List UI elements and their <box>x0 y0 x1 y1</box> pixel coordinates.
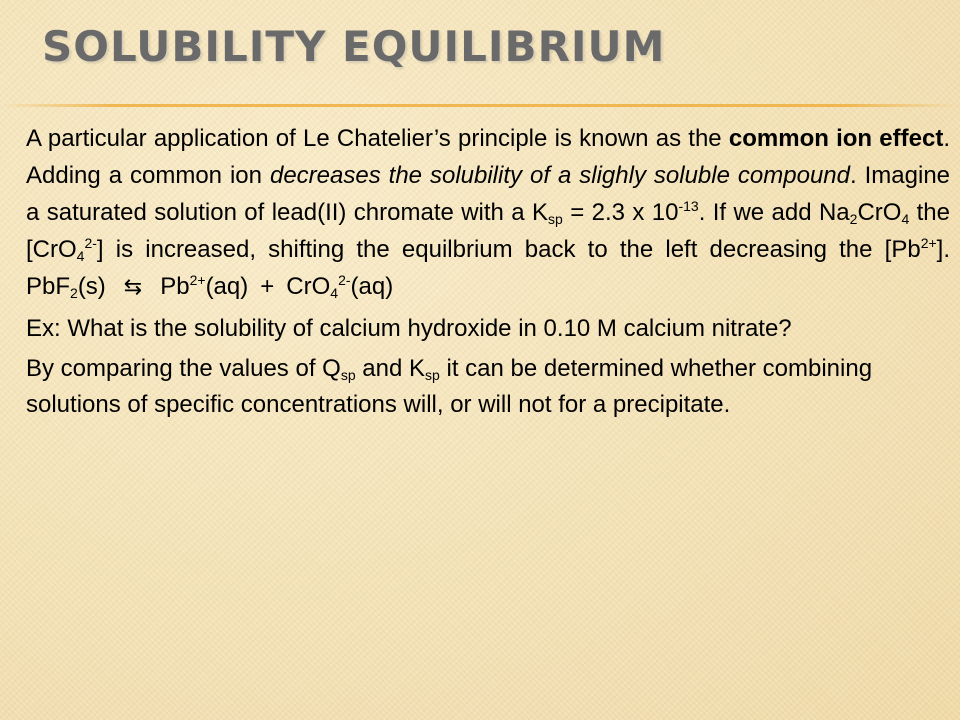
emphasis-decreases-solubility: decreases the solubility of a slighly soluble compound <box>269 162 850 189</box>
paragraph-example-question: Ex: What is the solubility of calcium hydroxide in 0.10 M calcium nitrate? <box>26 315 792 342</box>
plus-sign: + <box>260 273 275 300</box>
superscript: 2+ <box>920 235 937 251</box>
text-run: By comparing the values of Q <box>26 355 341 382</box>
subscript: 4 <box>330 285 339 301</box>
subscript: 2 <box>70 285 78 301</box>
text-run: Pb <box>160 273 190 300</box>
text-run: it can be determined whether combining solutions of specific concentrations will, or will not for a precipitate. <box>26 355 873 418</box>
subscript: 4 <box>76 248 85 264</box>
text-run: and K <box>355 355 426 382</box>
text-run: (aq) <box>205 273 249 300</box>
text-run: A particular application of Le Chatelier’s principle is known as the <box>26 125 729 152</box>
paragraph-common-ion-effect <box>26 120 950 305</box>
text-run: CrO <box>286 273 331 300</box>
paragraph-qsp-ksp <box>26 351 950 423</box>
term-common-ion-effect: common ion effect <box>728 125 944 152</box>
text-run: ]. PbF <box>26 236 950 300</box>
text-run: (s) <box>77 273 106 300</box>
subscript: 2 <box>849 211 858 227</box>
text-run: ] is increased, shifting the equilbrium back to the left decreasing the [Pb <box>96 236 921 263</box>
subscript: sp <box>340 367 356 383</box>
text-run: = 2.3 x 10 <box>562 199 679 226</box>
text-run: . Imagine a saturated solution of lead(II) chromate with a K <box>26 162 951 226</box>
text-run: . If we add Na <box>698 199 850 226</box>
subscript: 4 <box>901 211 910 227</box>
superscript: 2- <box>84 235 97 251</box>
slide-body <box>26 120 950 423</box>
superscript: 2+ <box>189 272 206 288</box>
superscript: -13 <box>678 198 699 214</box>
subscript: sp <box>548 211 563 227</box>
text-run: . Adding a common ion <box>26 125 950 189</box>
superscript: 2- <box>338 272 351 288</box>
title-divider <box>0 104 960 107</box>
slide-title: SOLUBILITY EQUILIBRIUM <box>42 22 666 71</box>
text-run: (aq) <box>350 273 394 300</box>
text-run: the [CrO <box>26 199 951 263</box>
equilibrium-arrow-icon: ⇆ <box>123 274 143 299</box>
text-run: CrO <box>857 199 902 226</box>
subscript: sp <box>425 367 440 383</box>
